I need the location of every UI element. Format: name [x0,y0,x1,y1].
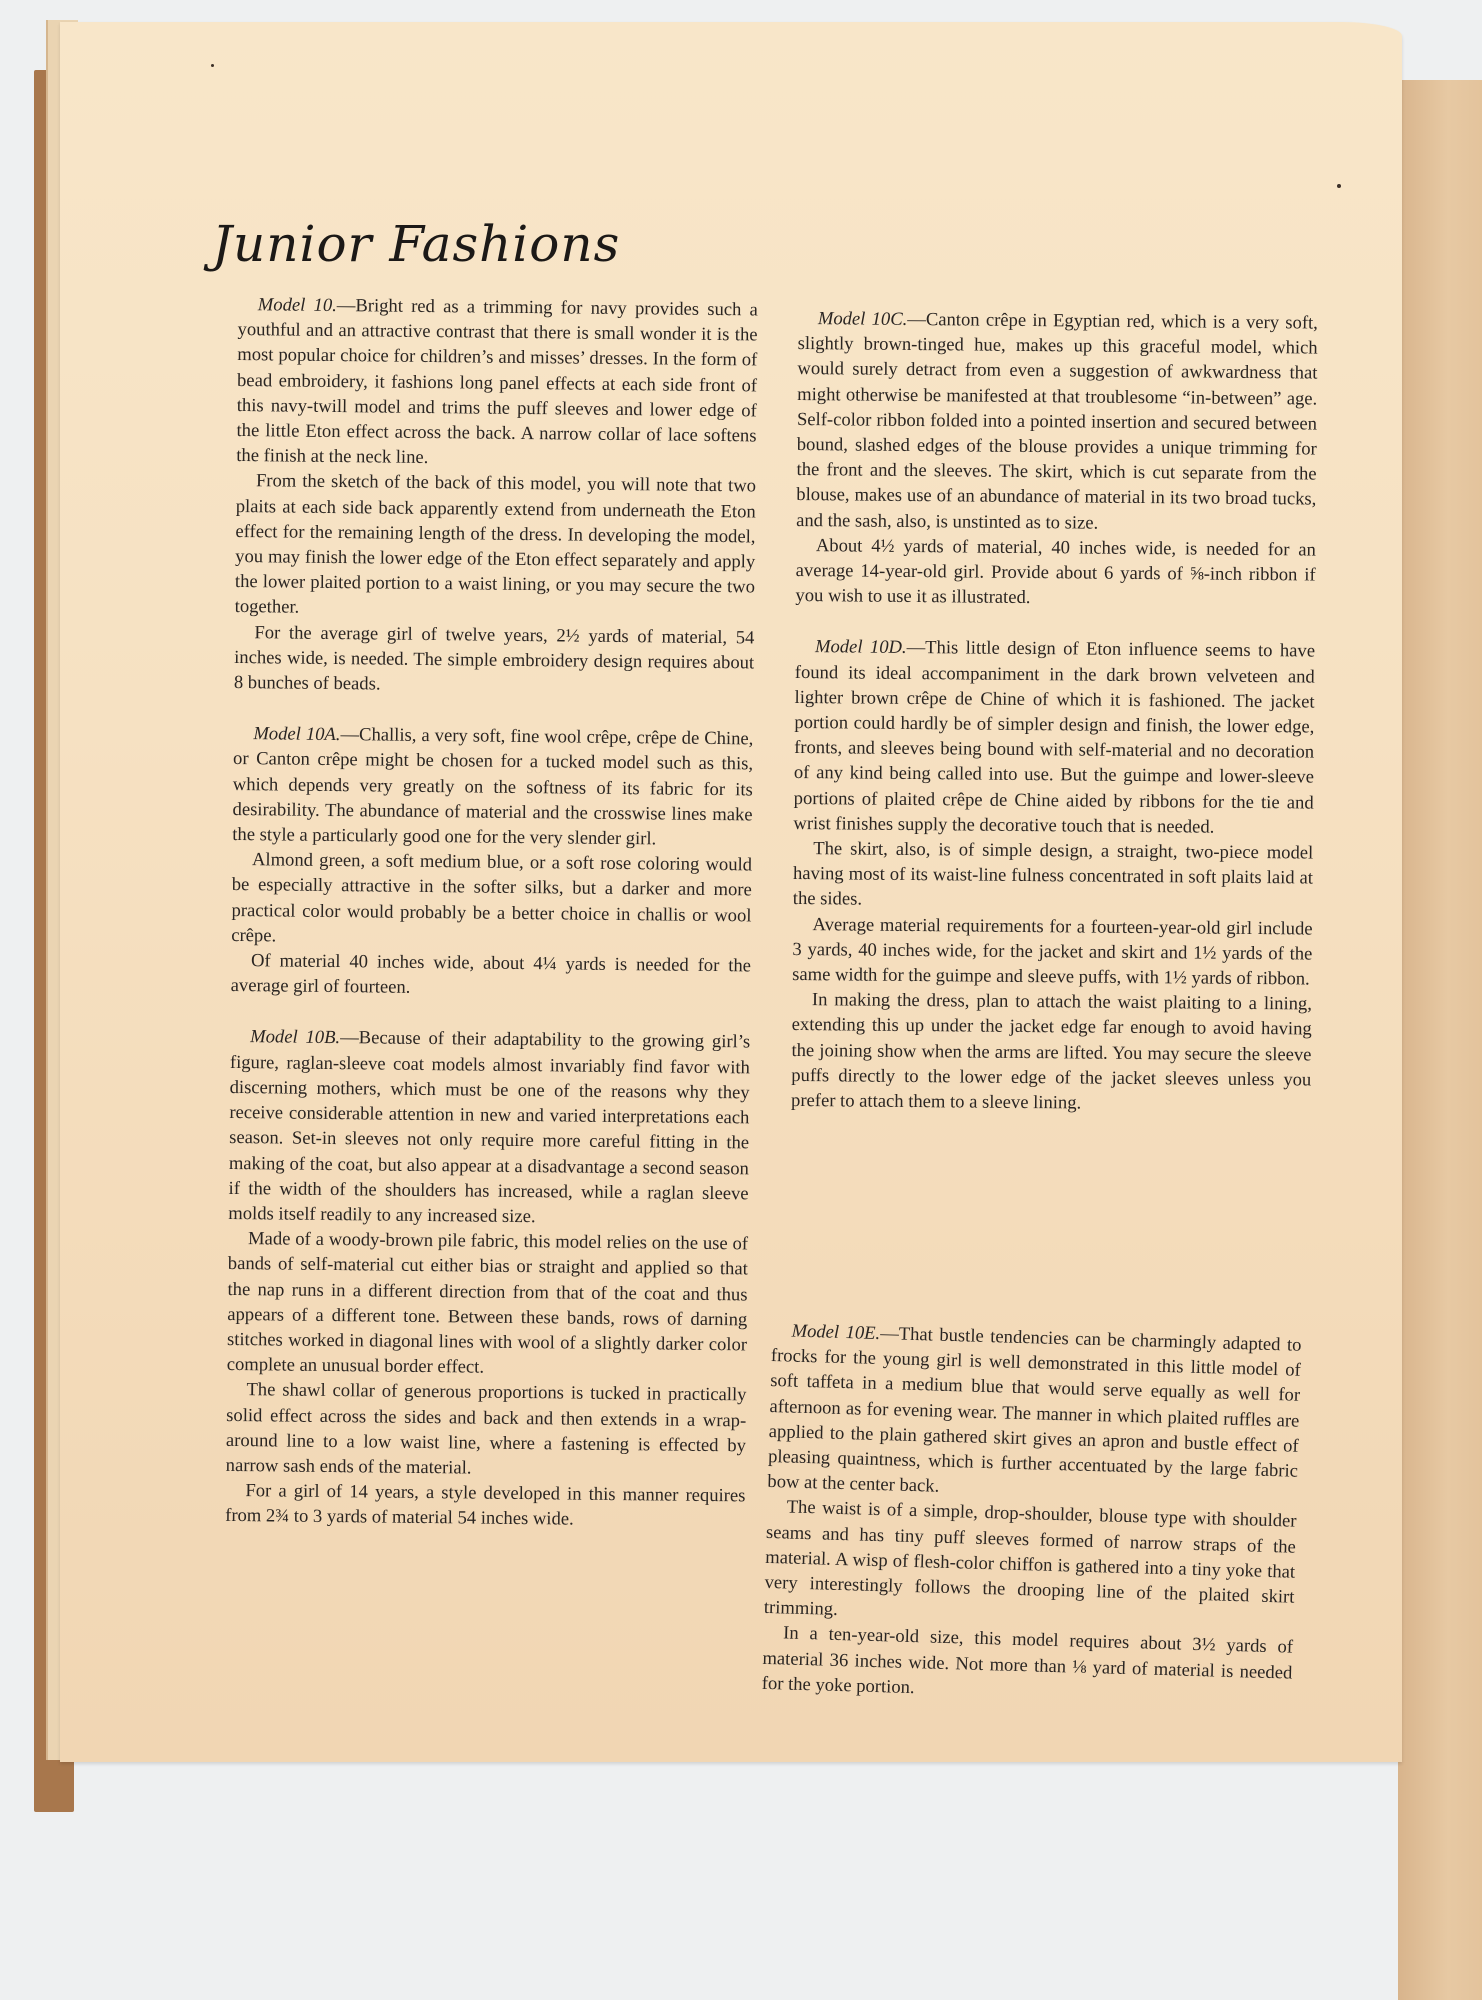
model-label: Model 10. [257,294,337,317]
article-model-10a [231,721,754,1004]
right-column [791,306,1318,1144]
paragraph: Of material 40 inches wide, about 4¼ yards is needed for the average girl of fourteen. [230,950,752,999]
paragraph: Model 10D.—This little design of Eton influence seems to have found its ideal accompaniment in the dark brown velveteen and lighter brown crêpe de Chine of which it is fashioned. The jacket portion could hardly be of simpler design and finish, the lower edge, fronts, and sleeves being bound with self-material and no decoration of any kind being called into use. But the guimpe and lower-sleeve portions of plaited crêpe de Chine aided by ribbons for the tie and wrist finishes supply the decorative touch that is needed. [793,636,1316,838]
left-column [225,292,758,1560]
paragraph: For the average girl of twelve years, 2½ yards of material, 54 inches wide, is needed. The simple embroidery design requires about 8 bunches of beads. [233,621,755,695]
paragraph: Model 10C.—Canton crêpe in Egyptian red, which is a very soft, slightly brown-tinged hue, makes up this graceful model, which would surely detract from even a suggestion of awkwardness that might otherwise be manifested at that troublesome “in-between” age. Self-color ribbon folded into a pointed insertion and secured between bound, slashed edges of the blouse provides a unique trimming for the front and the sleeves. The skirt, which is cut separate from the blouse, makes use of an abundance of material in its two broad tucks, and the sash, also, is unstinted as to size. [796,308,1318,534]
right-column-lower [761,1318,1302,1737]
paragraph: The skirt, also, is of simple design, a straight, two-piece model having most of its waist-line fulness concentrated in soft plaits laid at the sides. [792,838,1314,911]
model-label: Model 10C. [817,308,908,330]
model-label: Model 10B. [250,1026,341,1049]
paragraph: The waist is of a simple, drop-shoulder, blouse type with shoulder seams and has tiny puff sleeves formed of narrow straps of the material. A wisp of flesh-color chiffon is gathered into a tiny yoke that very interestingly follows the drooping line of the plaited skirt trimming. [763,1496,1297,1621]
paragraph: Model 10A.—Challis, a very soft, fine wool crêpe, crêpe de Chine, or Canton crêpe might be chosen for a tucked model such as this, which depends very greatly on the softness of its fabric for its desirability. The abundance of material and the crosswise lines make the style a particularly good one for the very slender girl. [232,723,754,850]
article-model-10d [791,634,1315,1117]
paragraph: Model 10E.—That bustle tendencies can be charmingly adapted to frocks for the young girl is well demonstrated in this little model of soft taffeta in a medium blue that would serve equally as well for afternoon as for evening wear. The manner in which plaited ruffles are applied to the plain gathered skirt gives an apron and bustle effect of pleasing quaintness, which is further accentuated by the large fabric bow at the center back. [767,1320,1302,1497]
paragraph: Almond green, a soft medium blue, or a soft rose coloring would be especially attractive in the softer silks, but a darker and more practical color would probably be a better choice in challis or wool crêpe. [231,849,753,947]
article-model-10 [234,292,758,701]
paragraph: From the sketch of the back of this model, you will note that two plaits at each side back apparently extend from underneath the Eton effect for the remaining length of the dress. In developing the model, you may finish the lower edge of the Eton effect separately and apply the lower plaited portion to a waist lining, or you may secure the two together. [234,470,757,619]
paragraph: In making the dress, plan to attach the waist plaiting to a lining, extending this up under the jacket edge far enough to avoid having the joining show when the arms are lifted. You may secure the sleeve puffs directly to the lower edge of the jacket sleeves unless you prefer to attach them to a sleeve lining. [790,989,1313,1114]
paragraph: In a ten-year-old size, this model requires about 3½ yards of material 36 inches wide. Not more than ⅛ yard of material is needed for the yoke portion. [761,1622,1294,1698]
paper-speck [1337,184,1341,188]
adjacent-page [1398,80,1482,2000]
model-label: Model 10E. [791,1320,881,1345]
model-label: Model 10D. [814,636,907,659]
paragraph: The shawl collar of generous proportions is tucked in practically solid effect across the sides and back and then extends in a wrap-around line to a low waist line, where a fastening is effected by narrow sash ends of the material. [225,1379,747,1479]
paper-speck [211,64,214,67]
paragraph: Model 10B.—Because of their adaptability to the growing girl’s figure, raglan-sleeve coat models almost invariably find favor with discerning mothers, which must be one of the reasons why they receive considerable attention in new and varied interpretations each season. Set-in sleeves not only require more careful fitting in the making of the coat, but also appear at a disadvantage a second season if the width of the shoulders has increased, while a raglan sleeve molds itself readily to any increased size. [228,1026,751,1228]
paragraph: Average material requirements for a fourteen-year-old girl include 3 yards, 40 inches wide, for the jacket and skirt and 1½ yards of the same width for the guimpe and sleeve puffs, with 1½ yards of ribbon. [792,913,1313,990]
article-model-10b [225,1024,750,1533]
model-label: Model 10A. [253,723,341,746]
paragraph: Made of a woody-brown pile fabric, this model relies on the use of bands of self-material cut either bias or straight and applied so that the nap runs in a different direction from that of the coat and thus appears of a different tone. Between these bands, rows of darning stitches worked in diagonal lines with wool of a slightly darker color complete an unusual border effect. [226,1228,749,1378]
page-title: Junior Fashions [212,215,621,273]
article-model-10e [761,1318,1301,1711]
paragraph: Model 10.—Bright red as a trimming for navy provides such a youthful and an attractive contrast that there is small wonder it is the most popular choice for children’s and misses’ dresses. In the form of bead embroidery, it fashions long panel effects at each side front of this navy-twill model and trims the puff sleeves and lower edge of the little Eton effect across the back. A narrow collar of lace softens the finish at the neck line. [236,294,758,469]
article-model-10c [795,306,1318,613]
paragraph: For a girl of 14 years, a style developed in this manner requires from 2¾ to 3 yards of material 54 inches wide. [225,1480,746,1530]
paragraph: About 4½ yards of material, 40 inches wide, is needed for an average 14-year-old girl. Provide about 6 yards of ⅝-inch ribbon if you wish to use it as illustrated. [795,534,1316,609]
